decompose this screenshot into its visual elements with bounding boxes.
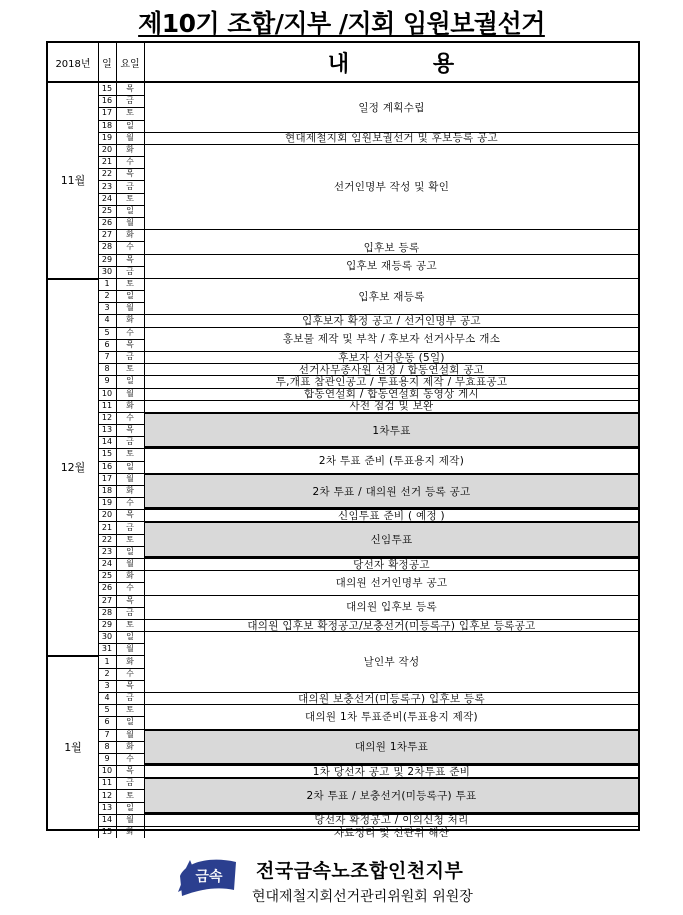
committee-name: 현대제철지회선거관리위원회 위원장 bbox=[252, 889, 473, 905]
day-row-divider bbox=[98, 485, 144, 486]
day-row-divider bbox=[98, 765, 144, 766]
day-weekday: 화 bbox=[126, 827, 134, 837]
event-divider bbox=[144, 558, 638, 559]
event-cell: 대의원 1차투표 bbox=[145, 729, 638, 766]
day-weekday: 토 bbox=[126, 619, 134, 629]
day-weekday: 목 bbox=[126, 766, 134, 776]
day-number: 30 bbox=[101, 632, 113, 642]
event-divider bbox=[144, 704, 638, 705]
day-row-divider bbox=[98, 327, 144, 328]
day-number: 21 bbox=[101, 157, 113, 167]
day-number: 6 bbox=[104, 339, 110, 349]
event-cell: 2차 투표 / 대의원 선거 등록 공고 bbox=[145, 473, 638, 510]
day-number: 12 bbox=[101, 790, 113, 800]
day-weekday: 월 bbox=[126, 303, 134, 313]
day-weekday: 일 bbox=[126, 546, 134, 556]
day-weekday: 목 bbox=[126, 169, 134, 179]
event-cell: 입후보 재등록 공고 bbox=[346, 260, 437, 273]
header-day: 일 bbox=[102, 58, 112, 70]
day-weekday: 월 bbox=[126, 218, 134, 228]
event-divider bbox=[144, 765, 638, 766]
event-divider bbox=[144, 229, 638, 230]
day-weekday: 월 bbox=[126, 132, 134, 142]
day-number: 7 bbox=[104, 352, 110, 362]
day-number: 3 bbox=[104, 680, 110, 690]
event-cell: 대의원 입후보 등록 bbox=[346, 601, 437, 614]
event-cell: 신임투표 bbox=[145, 521, 638, 558]
day-number: 15 bbox=[101, 449, 113, 459]
event-divider bbox=[144, 448, 638, 449]
event-cell: 합동연설회 / 합동연설회 동영상 게시 bbox=[303, 388, 480, 400]
day-row-divider bbox=[98, 595, 144, 596]
day-number: 17 bbox=[101, 473, 113, 483]
day-number: 19 bbox=[101, 132, 113, 142]
day-weekday: 화 bbox=[126, 230, 134, 240]
day-number: 25 bbox=[101, 571, 113, 581]
day-weekday: 화 bbox=[126, 656, 134, 666]
schedule-table bbox=[46, 41, 640, 839]
month-label: 12월 bbox=[60, 460, 86, 474]
day-number: 10 bbox=[101, 388, 113, 398]
day-number: 15 bbox=[101, 84, 113, 94]
day-number: 11 bbox=[101, 778, 113, 788]
day-row-divider bbox=[98, 741, 144, 742]
day-weekday: 금 bbox=[126, 352, 134, 362]
day-row-divider bbox=[98, 570, 144, 571]
day-weekday: 목 bbox=[126, 84, 134, 94]
day-number: 5 bbox=[104, 705, 110, 715]
day-row-divider bbox=[98, 229, 144, 230]
day-number: 24 bbox=[101, 193, 113, 203]
day-number: 11 bbox=[101, 400, 113, 410]
day-weekday: 토 bbox=[126, 193, 134, 203]
day-weekday: 토 bbox=[126, 364, 134, 374]
event-divider bbox=[144, 692, 638, 693]
day-number: 12 bbox=[101, 412, 113, 422]
day-row-divider bbox=[98, 692, 144, 693]
day-number: 31 bbox=[101, 644, 113, 654]
day-weekday: 토 bbox=[126, 108, 134, 118]
day-weekday: 금 bbox=[126, 778, 134, 788]
day-number: 22 bbox=[101, 534, 113, 544]
header-weekday: 요일 bbox=[120, 58, 140, 70]
day-row-divider bbox=[98, 814, 144, 815]
day-number: 18 bbox=[101, 120, 113, 130]
day-number: 20 bbox=[101, 510, 113, 520]
day-row-divider bbox=[98, 436, 144, 437]
event-cell: 선거인명부 작성 및 확인 bbox=[333, 181, 450, 194]
day-row-divider bbox=[98, 509, 144, 510]
header-content: 내 용 bbox=[327, 51, 493, 77]
day-row-divider bbox=[98, 619, 144, 620]
day-number: 25 bbox=[101, 205, 113, 215]
day-row-divider bbox=[98, 521, 144, 522]
event-divider bbox=[144, 509, 638, 510]
day-row-divider bbox=[98, 144, 144, 145]
day-number: 21 bbox=[101, 522, 113, 532]
event-cell: 2차 투표 준비 (투표용지 제작) bbox=[318, 455, 465, 468]
day-row-divider bbox=[98, 802, 144, 803]
day-weekday: 토 bbox=[126, 705, 134, 715]
event-cell: 투,개표 참관인공고 / 투표용지 제작 / 무효표공고 bbox=[275, 375, 508, 388]
event-cell: 대의원 보충선거(미등록구) 입후보 등록 bbox=[298, 692, 485, 705]
day-weekday: 금 bbox=[126, 266, 134, 276]
day-weekday: 금 bbox=[126, 181, 134, 191]
day-weekday: 월 bbox=[126, 559, 134, 569]
day-row-divider bbox=[98, 643, 144, 644]
event-divider bbox=[144, 388, 638, 389]
day-row-divider bbox=[98, 680, 144, 681]
event-cell: 홍보물 제작 및 부착 / 후보자 선거사무소 개소 bbox=[282, 333, 501, 346]
day-weekday: 월 bbox=[126, 388, 134, 398]
day-weekday: 목 bbox=[126, 425, 134, 435]
day-row-divider bbox=[98, 302, 144, 303]
event-cell: 일정 계획수립 bbox=[358, 101, 425, 114]
day-row-divider bbox=[98, 668, 144, 669]
day-number: 28 bbox=[101, 242, 113, 252]
day-row-divider bbox=[98, 132, 144, 133]
document-title: 제10기 조합/지부 /지회 임원보궐선거 bbox=[138, 9, 545, 38]
day-weekday: 일 bbox=[126, 120, 134, 130]
day-number: 2 bbox=[104, 668, 110, 678]
day-number: 8 bbox=[104, 741, 110, 751]
day-number: 1 bbox=[104, 656, 110, 666]
day-row-divider bbox=[98, 448, 144, 449]
day-weekday: 수 bbox=[126, 498, 134, 508]
day-weekday: 화 bbox=[126, 400, 134, 410]
day-weekday: 목 bbox=[126, 339, 134, 349]
day-number: 14 bbox=[101, 814, 113, 824]
day-weekday: 금 bbox=[126, 607, 134, 617]
day-row-divider bbox=[98, 290, 144, 291]
event-cell: 대의원 입후보 확정공고/보충선거(미등록구) 입후보 등록공고 bbox=[247, 619, 536, 632]
day-weekday: 화 bbox=[126, 144, 134, 154]
day-row-divider bbox=[98, 351, 144, 352]
day-weekday: 화 bbox=[126, 315, 134, 325]
event-cell: 신임투표 준비 ( 예정 ) bbox=[338, 509, 445, 522]
day-number: 28 bbox=[101, 607, 113, 617]
event-cell: 현대제철지회 임원보궐선거 및 후보등록 공고 bbox=[285, 132, 498, 144]
day-weekday: 일 bbox=[126, 461, 134, 471]
day-number: 23 bbox=[101, 181, 113, 191]
day-row-divider bbox=[98, 826, 144, 827]
day-weekday: 일 bbox=[126, 205, 134, 215]
day-row-divider bbox=[98, 375, 144, 376]
event-divider bbox=[144, 278, 638, 279]
day-row-divider bbox=[98, 424, 144, 425]
header-year: 2018년 bbox=[55, 58, 91, 70]
event-divider bbox=[144, 144, 638, 145]
day-weekday: 수 bbox=[126, 157, 134, 167]
event-divider bbox=[144, 351, 638, 352]
day-row-divider bbox=[98, 217, 144, 218]
event-cell: 입후보자 확정 공고 / 선거인명부 공고 bbox=[302, 315, 481, 327]
event-cell: 사전 점검 및 보완 bbox=[349, 400, 434, 412]
day-number: 5 bbox=[104, 327, 110, 337]
day-weekday: 일 bbox=[126, 376, 134, 386]
day-weekday: 금 bbox=[126, 437, 134, 447]
event-cell: 입후보 재등록 bbox=[358, 290, 425, 303]
day-weekday: 화 bbox=[126, 741, 134, 751]
month-divider bbox=[48, 278, 98, 280]
day-weekday: 토 bbox=[126, 449, 134, 459]
day-row-divider bbox=[98, 729, 144, 730]
day-weekday: 월 bbox=[126, 729, 134, 739]
day-row-divider bbox=[98, 558, 144, 559]
event-cell: 대의원 1차 투표준비(투표용지 제작) bbox=[305, 710, 478, 723]
event-cell: 자료정리 및 선관위 해산 bbox=[333, 826, 450, 839]
event-cell: 선거사무종사원 선정 / 합동연설회 공고 bbox=[298, 363, 485, 376]
day-number: 1 bbox=[104, 278, 110, 288]
event-divider bbox=[144, 619, 638, 620]
day-number: 29 bbox=[101, 619, 113, 629]
day-number: 13 bbox=[101, 425, 113, 435]
day-number: 27 bbox=[101, 230, 113, 240]
day-row-divider bbox=[98, 278, 144, 279]
day-weekday: 목 bbox=[126, 254, 134, 264]
day-row-divider bbox=[98, 180, 144, 181]
day-row-divider bbox=[98, 205, 144, 206]
day-weekday: 목 bbox=[126, 510, 134, 520]
day-weekday: 수 bbox=[126, 583, 134, 593]
event-divider bbox=[144, 595, 638, 596]
event-cell: 1차 당선자 공고 및 2차투표 준비 bbox=[312, 765, 471, 778]
day-row-divider bbox=[98, 534, 144, 535]
day-number: 26 bbox=[101, 583, 113, 593]
day-row-divider bbox=[98, 607, 144, 608]
day-number: 15 bbox=[101, 827, 113, 837]
day-weekday: 수 bbox=[126, 753, 134, 763]
day-row-divider bbox=[98, 582, 144, 583]
event-divider bbox=[144, 375, 638, 376]
day-number: 4 bbox=[104, 315, 110, 325]
day-number: 30 bbox=[101, 266, 113, 276]
day-row-divider bbox=[98, 777, 144, 778]
day-weekday: 목 bbox=[126, 680, 134, 690]
day-weekday: 토 bbox=[126, 790, 134, 800]
day-number: 17 bbox=[101, 108, 113, 118]
day-number: 7 bbox=[104, 729, 110, 739]
event-divider bbox=[144, 570, 638, 571]
event-divider bbox=[144, 400, 638, 401]
day-row-divider bbox=[98, 412, 144, 413]
day-row-divider bbox=[98, 473, 144, 474]
event-cell: 1차투표 bbox=[145, 412, 638, 449]
day-number: 14 bbox=[101, 437, 113, 447]
event-divider bbox=[144, 132, 638, 133]
day-weekday: 토 bbox=[126, 534, 134, 544]
day-weekday: 수 bbox=[126, 668, 134, 678]
day-number: 19 bbox=[101, 498, 113, 508]
event-cell: 입후보 등록 bbox=[363, 241, 420, 254]
day-number: 29 bbox=[101, 254, 113, 264]
day-weekday: 일 bbox=[126, 717, 134, 727]
day-row-divider bbox=[98, 363, 144, 364]
day-number: 2 bbox=[104, 291, 110, 301]
day-row-divider bbox=[98, 193, 144, 194]
day-weekday: 금 bbox=[126, 693, 134, 703]
day-number: 18 bbox=[101, 486, 113, 496]
day-row-divider bbox=[98, 497, 144, 498]
day-weekday: 수 bbox=[126, 327, 134, 337]
day-row-divider bbox=[98, 266, 144, 267]
event-divider bbox=[144, 631, 638, 632]
day-row-divider bbox=[98, 388, 144, 389]
day-row-divider bbox=[98, 168, 144, 169]
event-cell: 당선자 확정공고 bbox=[353, 558, 430, 571]
day-number: 3 bbox=[104, 303, 110, 313]
day-row-divider bbox=[98, 241, 144, 242]
event-divider bbox=[144, 327, 638, 328]
day-weekday: 일 bbox=[126, 802, 134, 812]
day-number: 8 bbox=[104, 364, 110, 374]
event-cell: 2차 투표 / 보충선거(미등록구) 투표 bbox=[145, 777, 638, 814]
day-row-divider bbox=[98, 339, 144, 340]
day-weekday: 월 bbox=[126, 814, 134, 824]
day-weekday: 수 bbox=[126, 412, 134, 422]
event-cell: 후보자 선거운동 (5일) bbox=[338, 351, 445, 364]
event-cell: 날인부 작성 bbox=[363, 656, 420, 669]
day-weekday: 화 bbox=[126, 486, 134, 496]
day-row-divider bbox=[98, 120, 144, 121]
day-weekday: 일 bbox=[126, 632, 134, 642]
svg-text:금속: 금속 bbox=[195, 869, 223, 885]
day-row-divider bbox=[98, 156, 144, 157]
day-number: 16 bbox=[101, 96, 113, 106]
day-number: 9 bbox=[104, 753, 110, 763]
day-number: 4 bbox=[104, 693, 110, 703]
day-weekday: 화 bbox=[126, 571, 134, 581]
day-number: 10 bbox=[101, 766, 113, 776]
day-row-divider bbox=[98, 314, 144, 315]
day-number: 24 bbox=[101, 559, 113, 569]
day-number: 23 bbox=[101, 546, 113, 556]
month-label: 11월 bbox=[60, 174, 86, 188]
event-cell: 대의원 선거인명부 공고 bbox=[335, 576, 448, 589]
day-weekday: 월 bbox=[126, 644, 134, 654]
day-number: 20 bbox=[101, 144, 113, 154]
day-row-divider bbox=[98, 400, 144, 401]
day-row-divider bbox=[98, 461, 144, 462]
day-row-divider bbox=[98, 254, 144, 255]
event-divider bbox=[144, 814, 638, 815]
organization-name: 전국금속노조합인천지부 bbox=[256, 860, 464, 882]
event-divider bbox=[144, 826, 638, 827]
event-divider bbox=[144, 314, 638, 315]
day-weekday: 일 bbox=[126, 291, 134, 301]
day-number: 16 bbox=[101, 461, 113, 471]
day-number: 26 bbox=[101, 218, 113, 228]
day-weekday: 월 bbox=[126, 473, 134, 483]
event-divider bbox=[144, 254, 638, 255]
day-number: 13 bbox=[101, 802, 113, 812]
day-row-divider bbox=[98, 789, 144, 790]
day-row-divider bbox=[98, 753, 144, 754]
day-weekday: 토 bbox=[126, 278, 134, 288]
day-row-divider bbox=[98, 631, 144, 632]
day-weekday: 목 bbox=[126, 595, 134, 605]
day-number: 27 bbox=[101, 595, 113, 605]
day-row-divider bbox=[98, 95, 144, 96]
day-row-divider bbox=[98, 107, 144, 108]
day-row-divider bbox=[98, 655, 144, 656]
event-divider bbox=[144, 363, 638, 364]
day-number: 9 bbox=[104, 376, 110, 386]
day-row-divider bbox=[98, 704, 144, 705]
day-number: 22 bbox=[101, 169, 113, 179]
day-number: 6 bbox=[104, 717, 110, 727]
day-row-divider bbox=[98, 716, 144, 717]
day-weekday: 금 bbox=[126, 522, 134, 532]
month-divider bbox=[48, 655, 98, 657]
event-cell: 당선자 확정공고 / 이의신청 처리 bbox=[314, 814, 469, 826]
day-weekday: 수 bbox=[126, 242, 134, 252]
day-row-divider bbox=[98, 546, 144, 547]
day-weekday: 금 bbox=[126, 96, 134, 106]
month-label: 1월 bbox=[64, 740, 82, 754]
union-logo-icon bbox=[176, 854, 240, 900]
